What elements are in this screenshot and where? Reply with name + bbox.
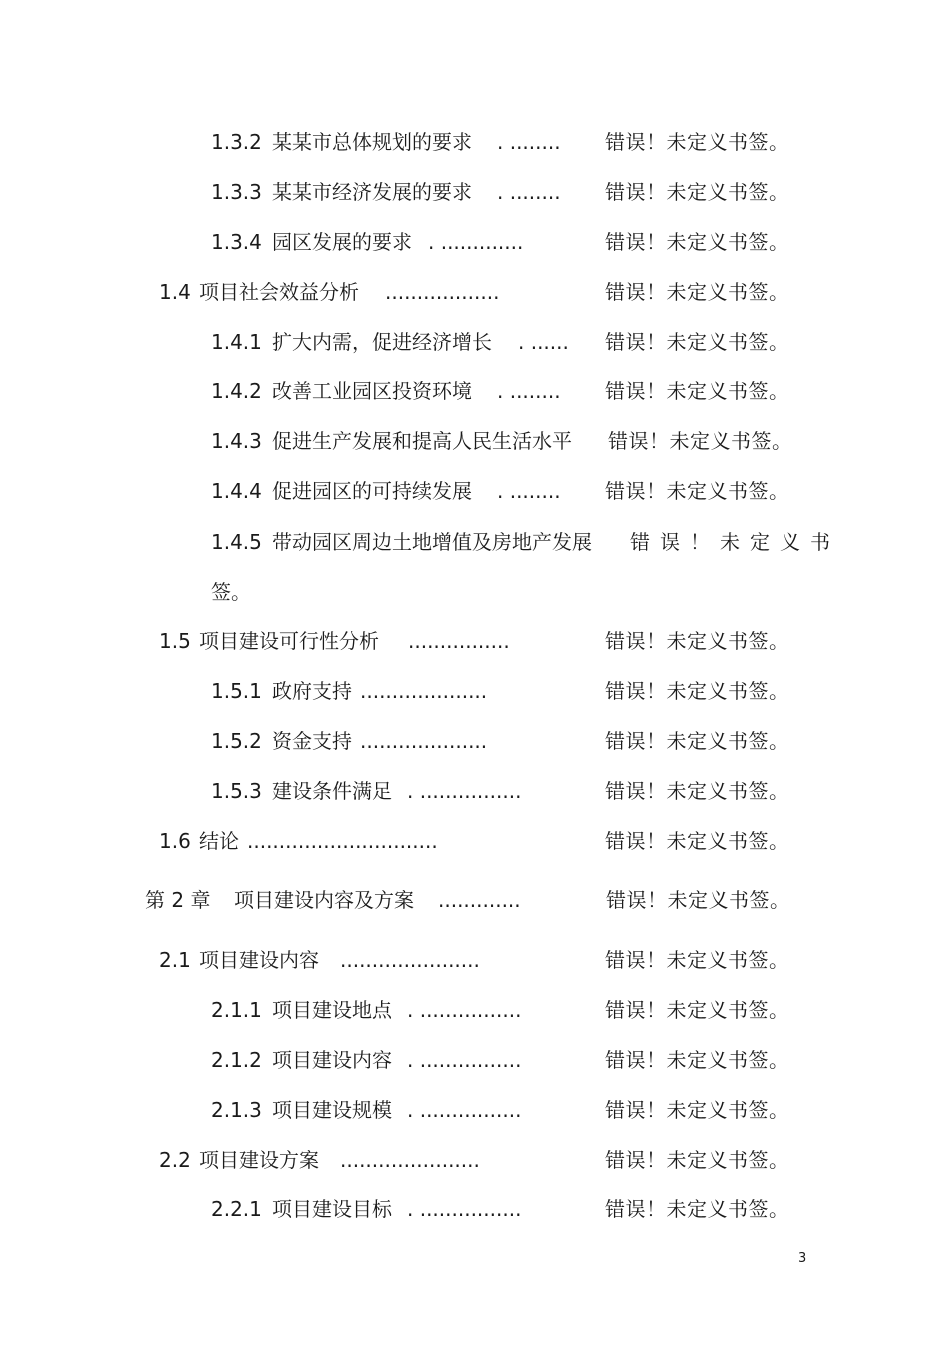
toc-bookmark-error: 错误！未定义书签。	[605, 230, 790, 254]
toc-number: 1.4	[159, 280, 191, 304]
toc-number: 1.4.2	[211, 379, 262, 403]
toc-bookmark-error: 错误！未定义书签。	[608, 429, 793, 453]
toc-entry-2-1-3[interactable]	[0, 1095, 950, 1125]
toc-leader: . ........	[497, 180, 561, 204]
toc-number: 1.3.2	[211, 130, 262, 154]
toc-entry-1-5-2[interactable]	[0, 726, 950, 756]
toc-entry-2-2[interactable]	[0, 1145, 950, 1175]
toc-title: 资金支持	[272, 729, 352, 753]
toc-entry-1-5-3[interactable]	[0, 776, 950, 806]
toc-number: 1.5.3	[211, 779, 262, 803]
toc-title: 某某市经济发展的要求	[272, 180, 472, 204]
toc-bookmark-error: 错误！未定义书签。	[605, 130, 790, 154]
toc-bookmark-error: 错误！未定义书签。	[605, 1098, 790, 1122]
toc-bookmark-error: 错误！未定义书签。	[605, 679, 790, 703]
toc-leader: . ................	[407, 998, 522, 1022]
toc-title: 某某市总体规划的要求	[272, 130, 472, 154]
toc-entry-2-1-2[interactable]	[0, 1045, 950, 1075]
toc-title: 政府支持	[272, 679, 352, 703]
toc-entry-2-1[interactable]	[0, 945, 950, 975]
toc-leader: . ......	[518, 330, 569, 354]
toc-leader: . .............	[428, 230, 524, 254]
toc-entry-1-4[interactable]	[0, 277, 950, 307]
toc-bookmark-error: 错误！未定义书签。	[605, 829, 790, 853]
toc-number: 1.4.3	[211, 429, 262, 453]
toc-title: 项目建设可行性分析	[199, 629, 379, 653]
toc-title: 项目建设规模	[272, 1098, 392, 1122]
toc-entry-1-6[interactable]	[0, 826, 950, 856]
toc-leader: ....................	[360, 679, 488, 703]
toc-title: 项目社会效益分析	[199, 280, 359, 304]
toc-title: 园区发展的要求	[272, 230, 412, 254]
toc-bookmark-error: 错误！未定义书签。	[605, 280, 790, 304]
toc-entry-2-1-1[interactable]	[0, 995, 950, 1025]
toc-entry-1-5[interactable]	[0, 626, 950, 656]
toc-bookmark-error-wrap: 签。	[211, 580, 251, 604]
toc-bookmark-error: 错误！未定义书签。	[605, 1148, 790, 1172]
toc-bookmark-error: 错误！未定义书签。	[605, 479, 790, 503]
toc-bookmark-error: 错误！未定义书签。	[605, 330, 790, 354]
toc-entry-chapter-2[interactable]	[0, 885, 950, 915]
toc-number: 2.2	[159, 1148, 191, 1172]
toc-entry-1-5-1[interactable]	[0, 676, 950, 706]
toc-title: 项目建设目标	[272, 1197, 392, 1221]
toc-number: 1.4.1	[211, 330, 262, 354]
toc-number: 1.6	[159, 829, 191, 853]
toc-bookmark-error: 错误！未定义书签。	[605, 379, 790, 403]
toc-bookmark-error: 错误！未定义书签。	[605, 1048, 790, 1072]
toc-leader: ................	[408, 629, 510, 653]
toc-entry-1-4-4[interactable]	[0, 476, 950, 506]
toc-bookmark-error: 错误！未定义书签。	[605, 998, 790, 1022]
toc-leader: . ................	[407, 1197, 522, 1221]
toc-bookmark-error: 错误！未定义书签。	[605, 629, 790, 653]
toc-bookmark-error: 错误！未定义书签。	[605, 729, 790, 753]
toc-bookmark-error: 错误！未定义书签。	[605, 1197, 790, 1221]
toc-bookmark-error: 错误！未定义书签。	[605, 180, 790, 204]
toc-leader: . ................	[407, 779, 522, 803]
toc-title: 项目建设内容及方案	[234, 888, 414, 912]
toc-leader: . ........	[497, 130, 561, 154]
toc-title: 结论	[199, 829, 239, 853]
toc-bookmark-error: 错误！未定义书签。	[605, 948, 790, 972]
toc-leader: ..............................	[247, 829, 438, 853]
toc-entry-1-3-3[interactable]	[0, 177, 950, 207]
toc-leader: . ........	[497, 379, 561, 403]
toc-title: 促进园区的可持续发展	[272, 479, 472, 503]
toc-bookmark-error: 错误！未定义书签。	[605, 779, 790, 803]
toc-number: 2.2.1	[211, 1197, 262, 1221]
toc-entry-2-2-1[interactable]	[0, 1194, 950, 1224]
toc-number: 1.5.2	[211, 729, 262, 753]
toc-title: 项目建设地点	[272, 998, 392, 1022]
page-number: 3	[798, 1251, 807, 1266]
toc-title: 带动园区周边土地增值及房地产发展	[272, 530, 592, 554]
toc-leader: . ................	[407, 1098, 522, 1122]
toc-number: 1.4.5	[211, 530, 262, 554]
toc-title: 建设条件满足	[272, 779, 392, 803]
toc-title: 项目建设方案	[199, 1148, 319, 1172]
toc-leader: .............	[438, 888, 521, 912]
toc-title: 扩大内需，促进经济增长	[272, 330, 492, 354]
toc-entry-1-4-2[interactable]	[0, 376, 950, 406]
toc-leader: ....................	[360, 729, 488, 753]
toc-number: 2.1.2	[211, 1048, 262, 1072]
toc-number: 1.5	[159, 629, 191, 653]
toc-title: 促进生产发展和提高人民生活水平	[272, 429, 572, 453]
toc-number: 1.3.3	[211, 180, 262, 204]
toc-number: 1.4.4	[211, 479, 262, 503]
toc-entry-1-4-1[interactable]	[0, 327, 950, 357]
toc-leader: ..................	[385, 280, 500, 304]
toc-number: 2.1	[159, 948, 191, 972]
toc-number: 第 2 章	[145, 888, 211, 912]
toc-title: 改善工业园区投资环境	[272, 379, 472, 403]
toc-number: 2.1.1	[211, 998, 262, 1022]
toc-entry-1-3-2[interactable]	[0, 127, 950, 157]
toc-title: 项目建设内容	[272, 1048, 392, 1072]
toc-leader: . ........	[497, 479, 561, 503]
toc-number: 2.1.3	[211, 1098, 262, 1122]
toc-title: 项目建设内容	[199, 948, 319, 972]
toc-entry-1-4-5[interactable]	[0, 527, 950, 607]
toc-leader: . ................	[407, 1048, 522, 1072]
toc-bookmark-error: 错误！未定义书签。	[606, 888, 791, 912]
toc-entry-1-4-3[interactable]	[0, 426, 950, 456]
toc-leader: ......................	[340, 1148, 480, 1172]
toc-leader: ......................	[340, 948, 480, 972]
toc-number: 1.5.1	[211, 679, 262, 703]
toc-bookmark-error: 错误！未定义书	[630, 530, 840, 554]
toc-number: 1.3.4	[211, 230, 262, 254]
toc-entry-1-3-4[interactable]	[0, 227, 950, 257]
